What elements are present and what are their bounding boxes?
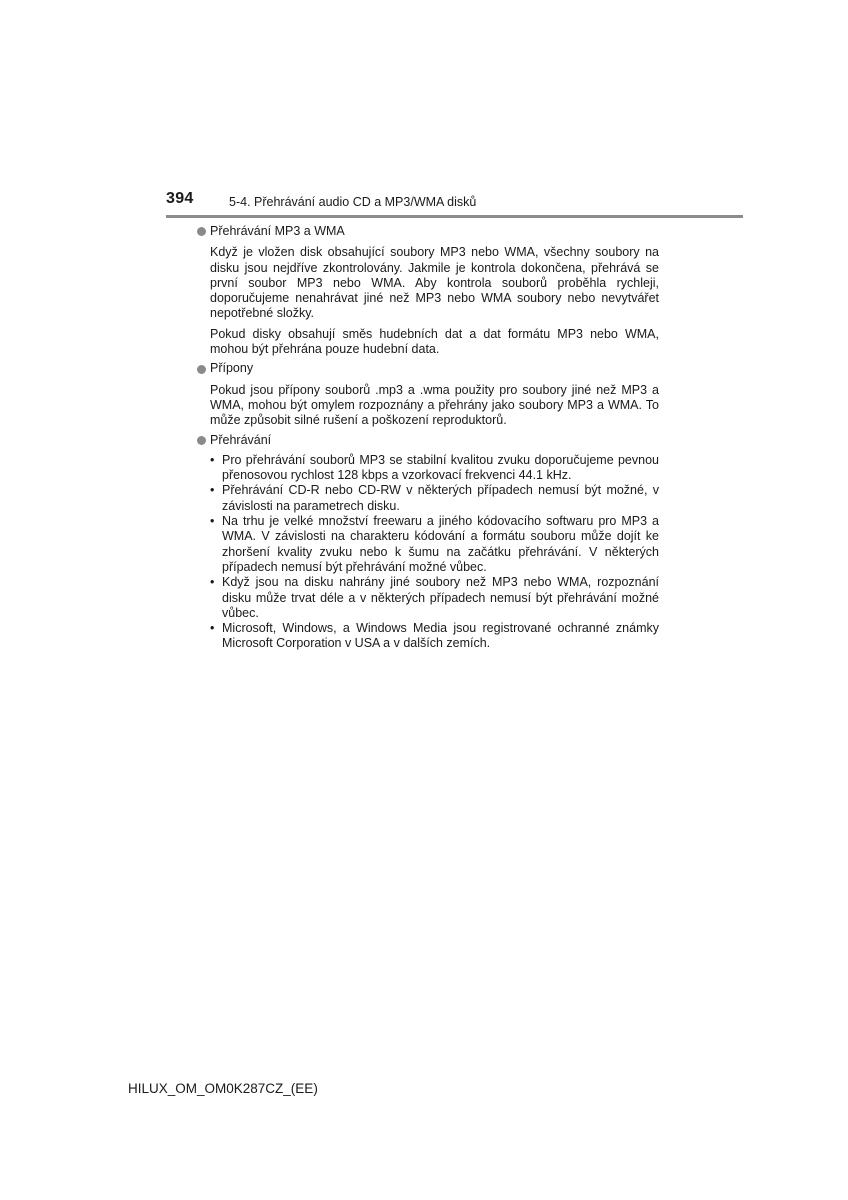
document-code: HILUX_OM_OM0K287CZ_(EE) (128, 1081, 318, 1096)
list-item: • Když jsou na disku nahrány jiné soubory než MP3 nebo WMA, rozpoznání disku může trvat déle a v některých případech nemusí být přehrávání možné vůbec. (210, 575, 659, 621)
paragraph: Když je vložen disk obsahující soubory MP3 nebo WMA, všechny soubory na disku jsou nejdříve zkontrolovány. Jakmile je kontrola dokončena, přehrává se první soubor MP3 nebo WMA. Aby kontrola souborů proběhla rychleji, doporučujeme nenahrávat jiné než MP3 nebo WMA soubory nebo nevytvářet nepotřebné složky. (210, 245, 659, 321)
section-heading-text: Přehrávání (210, 432, 272, 447)
section-heading-text: Přehrávání MP3 a WMA (210, 224, 345, 238)
bullet-dot-icon (197, 227, 206, 236)
bullet-dot-icon (197, 365, 206, 374)
header-rule (166, 215, 743, 218)
bullet-list (210, 453, 659, 652)
section-heading (197, 224, 659, 239)
section-heading-text: Přípony (210, 361, 254, 376)
section-heading (197, 433, 659, 448)
list-item: • Pro přehrávání souborů MP3 se stabilní kvalitou zvuku doporučujeme pevnou přenosovou rychlost 128 kbps a vzorkovací frekvenci 44.1 kHz. (210, 453, 659, 484)
list-item: • Přehrávání CD-R nebo CD-RW v některých případech nemusí být možné, v závislosti na parametrech disku. (210, 483, 659, 514)
content-area (197, 224, 659, 656)
section-playback (197, 433, 659, 652)
section-mp3-wma (197, 224, 659, 357)
bullet-dot-icon (197, 436, 206, 445)
paragraph: Pokud jsou přípony souborů .mp3 a .wma použity pro soubory jiné než MP3 a WMA, mohou být omylem rozpoznány a přehrány jako soubory MP3 a WMA. To může způsobit silné rušení a poškození reproduktorů. (210, 382, 659, 428)
paragraph: Pokud disky obsahují směs hudebních dat a dat formátu MP3 nebo WMA, mohou být přehrána pouze hudební data. (210, 326, 659, 357)
section-title: 5-4. Přehrávání audio CD a MP3/WMA disků (229, 195, 477, 209)
section-heading (197, 361, 659, 376)
section-extensions (197, 361, 659, 428)
page-number: 394 (166, 190, 194, 207)
list-item: • Microsoft, Windows, a Windows Media jsou registrované ochranné známky Microsoft Corporation v USA a v dalších zemích. (210, 621, 659, 652)
list-item: • Na trhu je velké množství freewaru a jiného kódovacího softwaru pro MP3 a WMA. V závislosti na charakteru kódování a formátu souboru může dojít ke zhoršení kvality zvuku nebo k šumu na začátku přehrávání. V některých případech nemusí být přehrávání možné vůbec. (210, 514, 659, 575)
